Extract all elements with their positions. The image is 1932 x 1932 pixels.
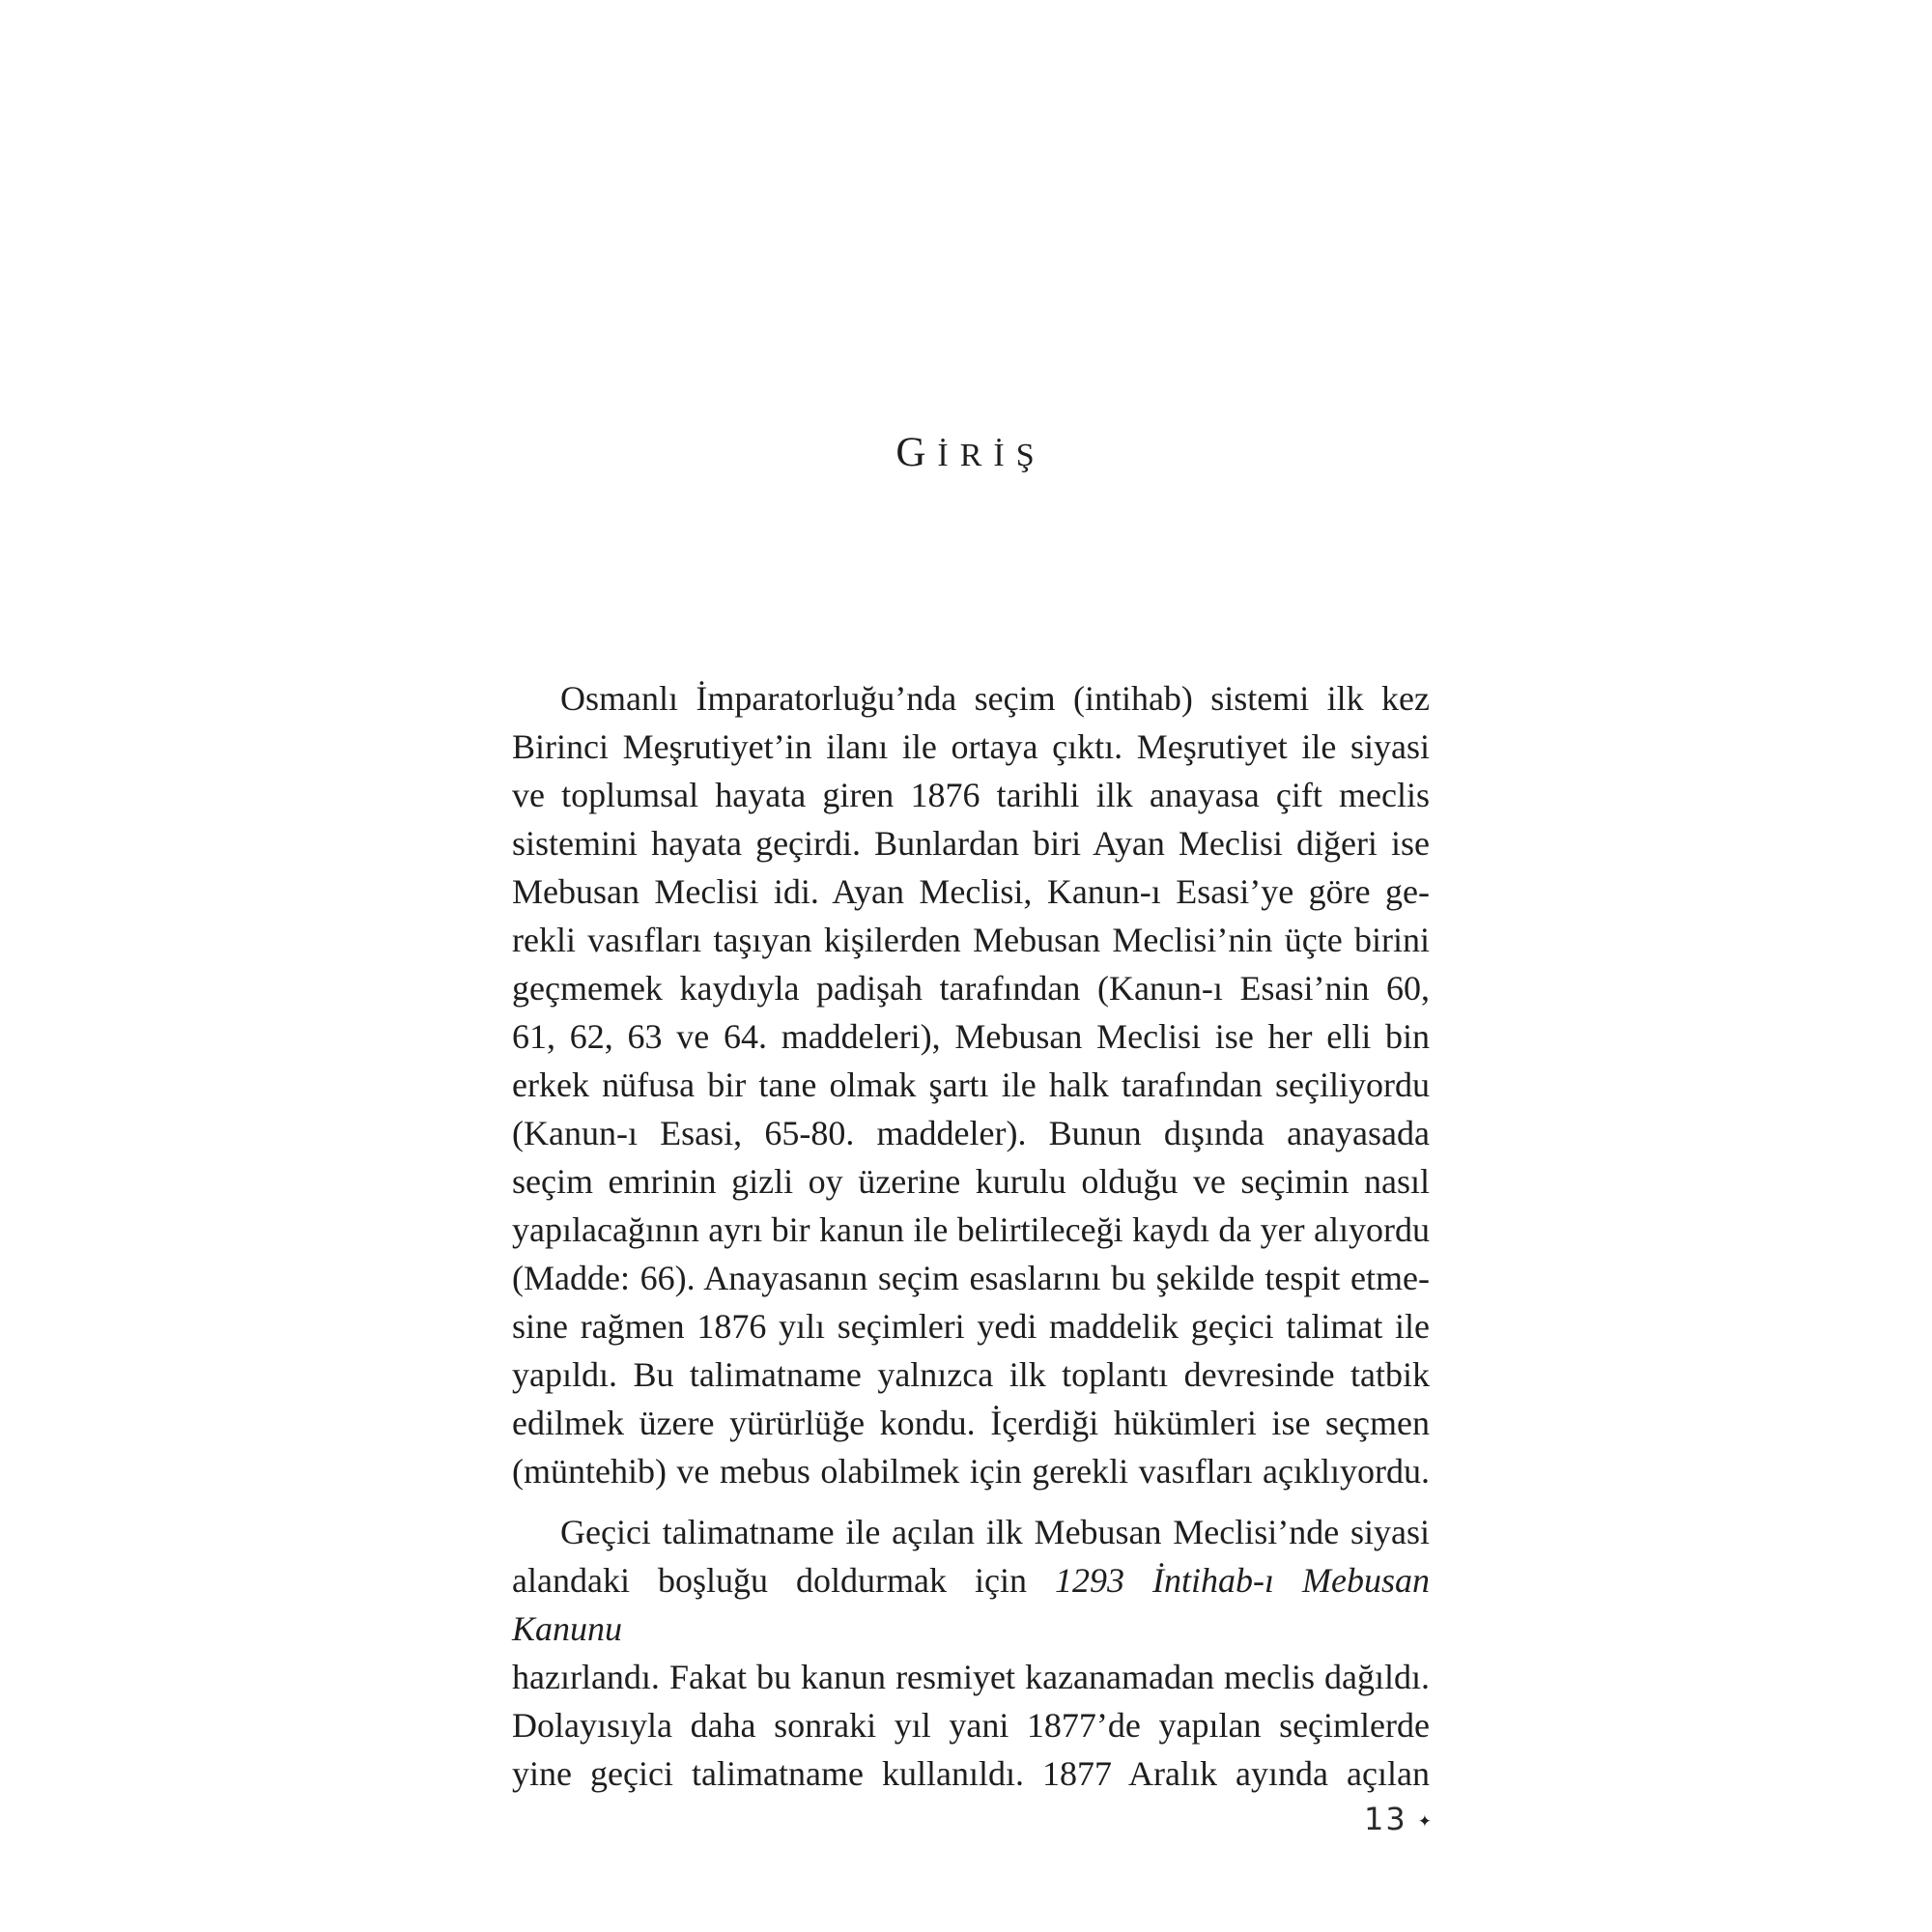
text-line: Mebusan Meclisi idi. Ayan Meclisi, Kanun-ı Esasi’ye göre ge- (512, 872, 1430, 911)
body-text (512, 674, 1430, 1798)
chapter-title: GİRİŞ (895, 430, 1046, 475)
text-line: (müntehib) ve mebus olabilmek için gerekli vasıfları açıklıyordu. (512, 1452, 1430, 1491)
text-line: yapılacağının ayrı bir kanun ile belirtileceği kaydı da yer alıyordu (512, 1210, 1430, 1249)
text-line: erkek nüfusa bir tane olmak şartı ile halk tarafından seçiliyordu (512, 1065, 1430, 1104)
paragraph-2 (512, 1508, 1430, 1798)
text-line: sistemini hayata geçirdi. Bunlardan biri Ayan Meclisi diğeri ise (512, 824, 1430, 863)
text-line: geçmemek kaydıyla padişah tarafından (Kanun-ı Esasi’nin 60, (512, 969, 1430, 1008)
text-line: 61, 62, 63 ve 64. maddeleri), Mebusan Meclisi ise her elli bin (512, 1017, 1430, 1056)
law-title-italic: 1293 İntihab-ı Mebusan Kanunu (512, 1561, 1431, 1648)
text-segment: alandaki boşluğu doldurmak için (512, 1561, 1055, 1600)
text-line: Geçici talimatname ile açılan ilk Mebusan Meclisi’nde siyasi (560, 1513, 1430, 1551)
text-line: hazırlandı. Fakat bu kanun resmiyet kazanamadan meclis dağıldı. (512, 1658, 1430, 1696)
text-line: rekli vasıfları taşıyan kişilerden Mebusan Meclisi’nin üçte birini (512, 921, 1430, 959)
text-line: sine rağmen 1876 yılı seçimleri yedi maddelik geçici talimat ile (512, 1307, 1430, 1346)
text-line: Dolayısıyla daha sonraki yıl yani 1877’de yapılan seçimlerde (512, 1706, 1430, 1745)
text-line: (Madde: 66). Anayasanın seçim esaslarını bu şekilde tespit etme- (512, 1259, 1430, 1297)
text-line (512, 1556, 1430, 1653)
page-number: 13 (1364, 1801, 1407, 1837)
text-line: edilmek üzere yürürlüğe kondu. İçerdiği hükümleri ise seçmen (512, 1404, 1430, 1442)
text-line: yine geçici talimatname kullanıldı. 1877 Aralık ayında açılan (512, 1754, 1430, 1793)
page-footer (1364, 1801, 1432, 1837)
paragraph-1 (512, 674, 1430, 1495)
text-line: Birinci Meşrutiyet’in ilanı ile ortaya çıktı. Meşrutiyet ile siyasi (512, 727, 1430, 766)
text-line: seçim emrinin gizli oy üzerine kurulu olduğu ve seçimin nasıl (512, 1162, 1430, 1201)
text-line: (Kanun-ı Esasi, 65-80. maddeler). Bunun dışında anayasada (512, 1114, 1430, 1152)
text-line: yapıldı. Bu talimatname yalnızca ilk toplantı devresinde tatbik (512, 1355, 1430, 1394)
text-line: Osmanlı İmparatorluğu’nda seçim (intihab) sistemi ilk kez (560, 679, 1430, 718)
text-line: ve toplumsal hayata giren 1876 tarihli ilk anayasa çift meclis (512, 776, 1430, 814)
ornament-star-icon: ✦ (1417, 1812, 1432, 1832)
